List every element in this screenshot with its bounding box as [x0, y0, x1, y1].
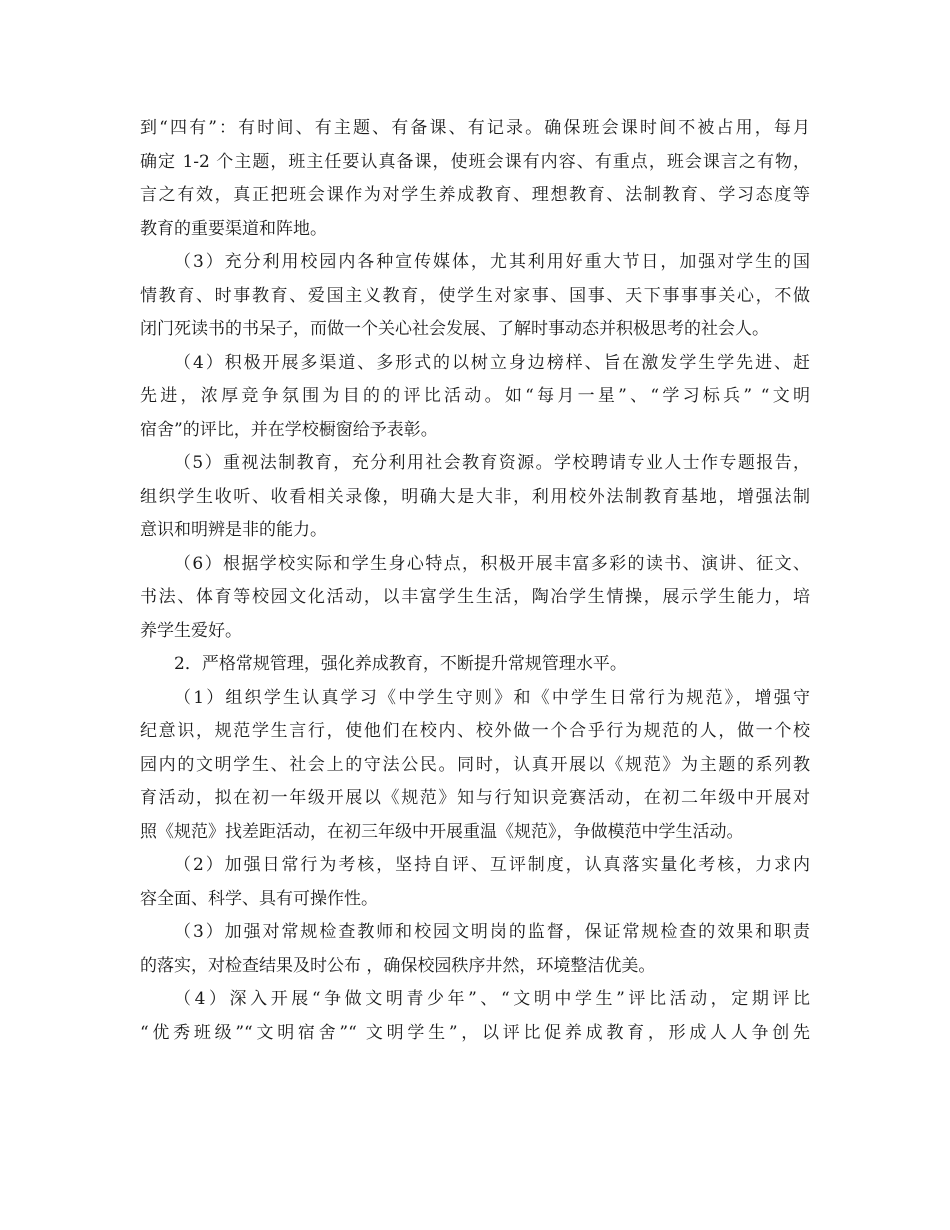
text-line: （2）加强日常行为考核，坚持自评、互评制度，认真落实量化考核，力求内: [174, 855, 810, 875]
paragraph-item-4: [140, 347, 810, 448]
text-line: （4）积极开展多渠道、多形式的以树立身边榜样、旨在激发学生学先进、赶: [174, 352, 810, 373]
text-line: 纪意识，规范学生言行，使他们在校内、校外做一个合乎行为规范的人，做一个校: [140, 721, 810, 741]
text-line: 言之有效，真正把班会课作为对学生养成教育、理想教育、法制教育、学习态度等: [140, 185, 810, 205]
text-line: 确定 1-2 个主题，班主任要认真备课，使班会课有内容、有重点，班会课言之有物，: [140, 151, 810, 172]
document-body: [140, 112, 810, 1050]
text-line: 照《规范》找差距活动，在初三年级中开展重温《规范》，争做模范中学生活动。: [140, 821, 744, 842]
paragraph-item-5: [140, 447, 810, 548]
text-line: “优秀班级”“文明宿舍”“ 文明学生”，以评比促养成教育，形成人人争创先: [140, 1022, 810, 1043]
text-line: 宿舍”的评比，并在学校橱窗给予表彰。: [140, 419, 438, 440]
paragraph-item-2-3: [140, 916, 810, 983]
paragraph-item-2-4: [140, 983, 810, 1050]
text-line: 组织学生收听、收看相关录像，明确大是大非，利用校外法制教育基地，增强法制: [140, 486, 810, 507]
text-line: 的落实，对检查结果及时公布 ，确保校园秩序井然，环境整洁优美。: [140, 955, 656, 976]
text-line: （4）深入开展“争做文明青少年”、“文明中学生”评比活动，定期评比: [174, 989, 810, 1009]
text-line: （1）组织学生认真学习《中学生守则》和《中学生日常行为规范》，增强守: [174, 687, 810, 708]
paragraph-continuation: [140, 112, 810, 246]
heading-line: 2．严格常规管理，强化养成教育，不断提升常规管理水平。: [174, 654, 627, 674]
text-line: 闭门死读书的书呆子，而做一个关心社会发展、了解时事动态并积极思考的社会人。: [140, 319, 769, 339]
text-line: 意识和明辨是非的能力。: [140, 520, 327, 540]
section-heading-2: [140, 648, 810, 682]
text-line: （3）加强对常规检查教师和校园文明岗的监督，保证常规检查的效果和职责: [174, 922, 810, 942]
text-line: 先进，浓厚竞争氛围为目的的评比活动。如“每月一星”、“学习标兵” “文明: [140, 386, 810, 406]
text-line: （3）充分利用校园内各种宣传媒体，尤其利用好重大节日，加强对学生的国: [174, 252, 810, 272]
text-line: 教育的重要渠道和阵地。: [140, 218, 327, 239]
paragraph-item-2-1: [140, 682, 810, 850]
text-line: （5）重视法制教育，充分利用社会教育资源。学校聘请专业人士作专题报告，: [174, 453, 810, 473]
text-line: 容全面、科学、具有可操作性。: [140, 888, 378, 909]
text-line: 到“四有”：有时间、有主题、有备课、有记录。确保班会课时间不被占用，每月: [140, 118, 810, 138]
paragraph-item-2-2: [140, 849, 810, 916]
text-line: 养学生爱好。: [140, 620, 242, 641]
text-line: 情教育、时事教育、爱国主义教育，使学生对家事、国事、天下事事事关心，不做: [140, 285, 810, 306]
text-line: 园内的文明学生、社会上的守法公民。同时，认真开展以《规范》为主题的系列教: [140, 754, 810, 775]
text-line: 育活动，拟在初一年级开展以《规范》知与行知识竞赛活动，在初二年级中开展对: [140, 788, 810, 808]
text-line: （6）根据学校实际和学生身心特点，积极开展丰富多彩的读书、演讲、征文、: [174, 553, 810, 574]
paragraph-item-6: [140, 548, 810, 649]
paragraph-item-3: [140, 246, 810, 347]
text-line: 书法、体育等校园文化活动，以丰富学生生活，陶冶学生情操，展示学生能力，培: [140, 587, 810, 607]
